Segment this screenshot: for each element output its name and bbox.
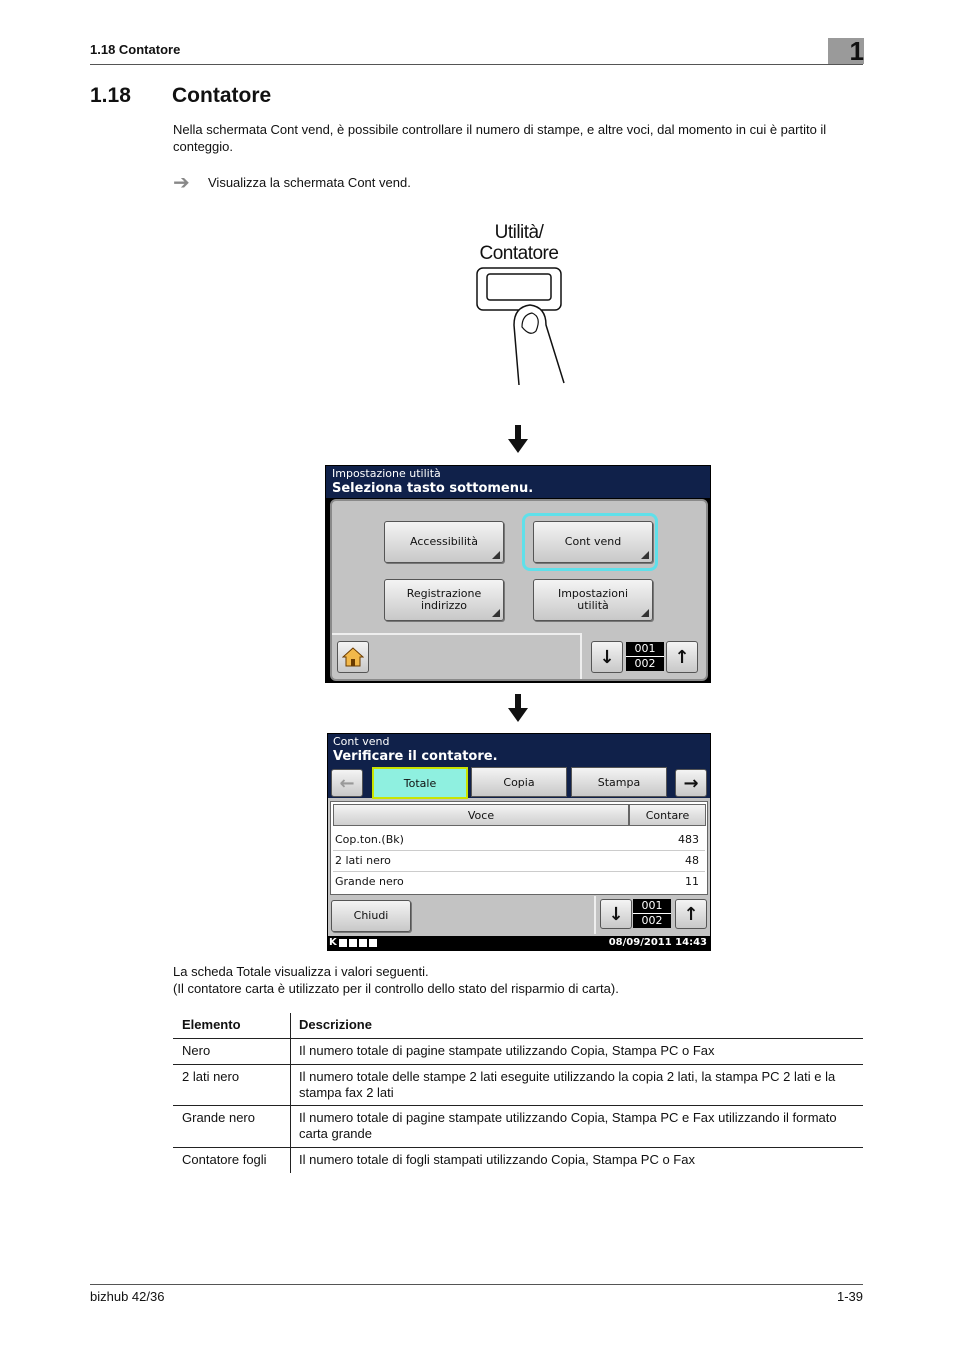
tab-totale[interactable]: Totale (372, 767, 468, 799)
tab-copia[interactable]: Copia (471, 767, 567, 797)
section-heading: Contatore (172, 84, 272, 107)
table-header-element: Elemento (182, 1017, 241, 1032)
utility-counter-key-label (440, 222, 598, 264)
counter-value: 11 (685, 875, 699, 888)
counter-value: 483 (678, 833, 699, 846)
screen2-page-current: 001 (641, 899, 663, 912)
arrow-down-icon: ↓ (599, 646, 615, 668)
table-header-description: Descrizione (299, 1017, 372, 1032)
page-down-button[interactable] (591, 641, 623, 673)
arrow-left-icon: ← (339, 772, 355, 794)
section-title (90, 84, 271, 108)
screen1-small-title: Impostazione utilità (332, 467, 441, 480)
arrow-up-icon: ↑ (683, 903, 699, 925)
row-divider (333, 850, 705, 851)
footer-rule (90, 1284, 863, 1285)
table-row-element: 2 lati nero (182, 1069, 240, 1084)
home-button[interactable] (337, 641, 369, 673)
footer-model: bizhub 42/36 (90, 1289, 165, 1304)
counter-item: Cop.ton.(Bk) (335, 833, 404, 846)
tab-prev-button[interactable] (331, 769, 363, 797)
tab-stampa[interactable]: Stampa (571, 767, 667, 797)
section-number: 1.18 (90, 84, 131, 107)
flow-down-arrow-icon (508, 425, 528, 453)
screen2-title-bar (328, 734, 710, 766)
address-label-line2: indirizzo (421, 599, 467, 612)
tab-next-button[interactable] (675, 769, 707, 797)
step-arrow-icon: ➔ (173, 172, 190, 194)
utility-label-line2: utilità (577, 599, 609, 612)
flow-down-arrow-icon (508, 694, 528, 722)
chapter-number: 1 (849, 36, 864, 66)
table-row-description: Il numero totale di pagine stampate utilizzando Copia, Stampa PC o Fax (299, 1043, 715, 1058)
address-label-line1: Registrazione (406, 587, 482, 600)
running-header-section: 1.18 Contatore (90, 42, 181, 57)
page-up-button[interactable] (666, 641, 698, 673)
table-rule (173, 1064, 863, 1065)
toner-level-icon (339, 939, 379, 947)
table-row-element: Contatore fogli (182, 1152, 267, 1167)
page-down-button[interactable] (600, 899, 632, 929)
home-icon (342, 647, 364, 667)
screen2-page-indicator (633, 899, 671, 928)
utility-settings-screen (325, 465, 711, 683)
counter-value: 48 (685, 854, 699, 867)
col-header-voce: Voce (333, 804, 629, 826)
screen1-page-total: 002 (626, 656, 664, 671)
close-button[interactable]: Chiudi (331, 900, 411, 932)
screen1-page-current: 001 (634, 642, 656, 655)
arrow-up-icon: ↑ (674, 646, 690, 668)
screen2-small-title: Cont vend (333, 735, 390, 748)
footer-page-number: 1-39 (836, 1289, 863, 1304)
after-text-1: La scheda Totale visualizza i valori seguenti. (173, 964, 429, 979)
page-up-button[interactable] (675, 899, 707, 929)
table-rule (173, 1038, 863, 1039)
header-rule (90, 64, 863, 65)
key-label-line2: Contatore (479, 243, 559, 264)
screen1-bottom-bar (332, 633, 582, 679)
status-bar (328, 936, 710, 950)
table-row-description: Il numero totale di pagine stampate utilizzando Copia, Stampa PC e Fax utilizzando il formato carta grande (299, 1110, 837, 1141)
screen1-page-indicator (626, 642, 664, 671)
screen2-big-title: Verificare il contatore. (333, 749, 498, 764)
utility-settings-button[interactable] (533, 579, 653, 621)
screen2-bottom-bar (328, 896, 596, 934)
screen2-page-total: 002 (633, 913, 671, 928)
screen1-title-bar (326, 466, 710, 498)
table-row-description: Il numero totale di fogli stampati utilizzando Copia, Stampa PC o Fax (299, 1152, 695, 1167)
key-label-line1: Utilità/ (494, 222, 544, 243)
screen1-big-title: Seleziona tasto sottomenu. (332, 481, 534, 496)
counter-table (330, 801, 708, 895)
arrow-right-icon: → (683, 772, 699, 794)
accessibility-label: Accessibilità (410, 535, 478, 548)
counter-item: 2 lati nero (335, 854, 391, 867)
accessibility-button[interactable] (384, 521, 504, 563)
cont-vend-label: Cont vend (564, 535, 622, 548)
status-datetime: 08/09/2011 14:43 (608, 937, 707, 948)
table-column-divider (290, 1013, 291, 1173)
toner-k-label: K (329, 937, 337, 948)
cont-vend-button[interactable] (533, 521, 653, 563)
table-rule (173, 1105, 863, 1106)
table-row-element: Nero (182, 1043, 211, 1058)
after-text-2: (Il contatore carta è utilizzato per il controllo dello stato del risparmio di carta). (173, 981, 619, 996)
row-divider (333, 871, 705, 872)
step-text: Visualizza la schermata Cont vend. (208, 175, 411, 190)
address-registration-button[interactable] (384, 579, 504, 621)
table-rule (173, 1147, 863, 1148)
finger-press-key-icon (470, 265, 570, 390)
screen1-panel (330, 499, 708, 681)
intro-paragraph: Nella schermata Cont vend, è possibile controllare il numero di stampe, e altre voci, dal momento in cui è partito il conteggio. (173, 122, 827, 154)
utility-label-line1: Impostazioni (557, 587, 629, 600)
table-row-element: Grande nero (182, 1110, 255, 1125)
cont-vend-screen (327, 733, 711, 951)
arrow-down-icon: ↓ (608, 903, 624, 925)
table-row-description: Il numero totale delle stampe 2 lati eseguite utilizzando la copia 2 lati, la stampa PC 2 lati e la stampa fax 2 lati (299, 1069, 836, 1100)
counter-item: Grande nero (335, 875, 404, 888)
col-header-contare: Contare (629, 804, 706, 826)
